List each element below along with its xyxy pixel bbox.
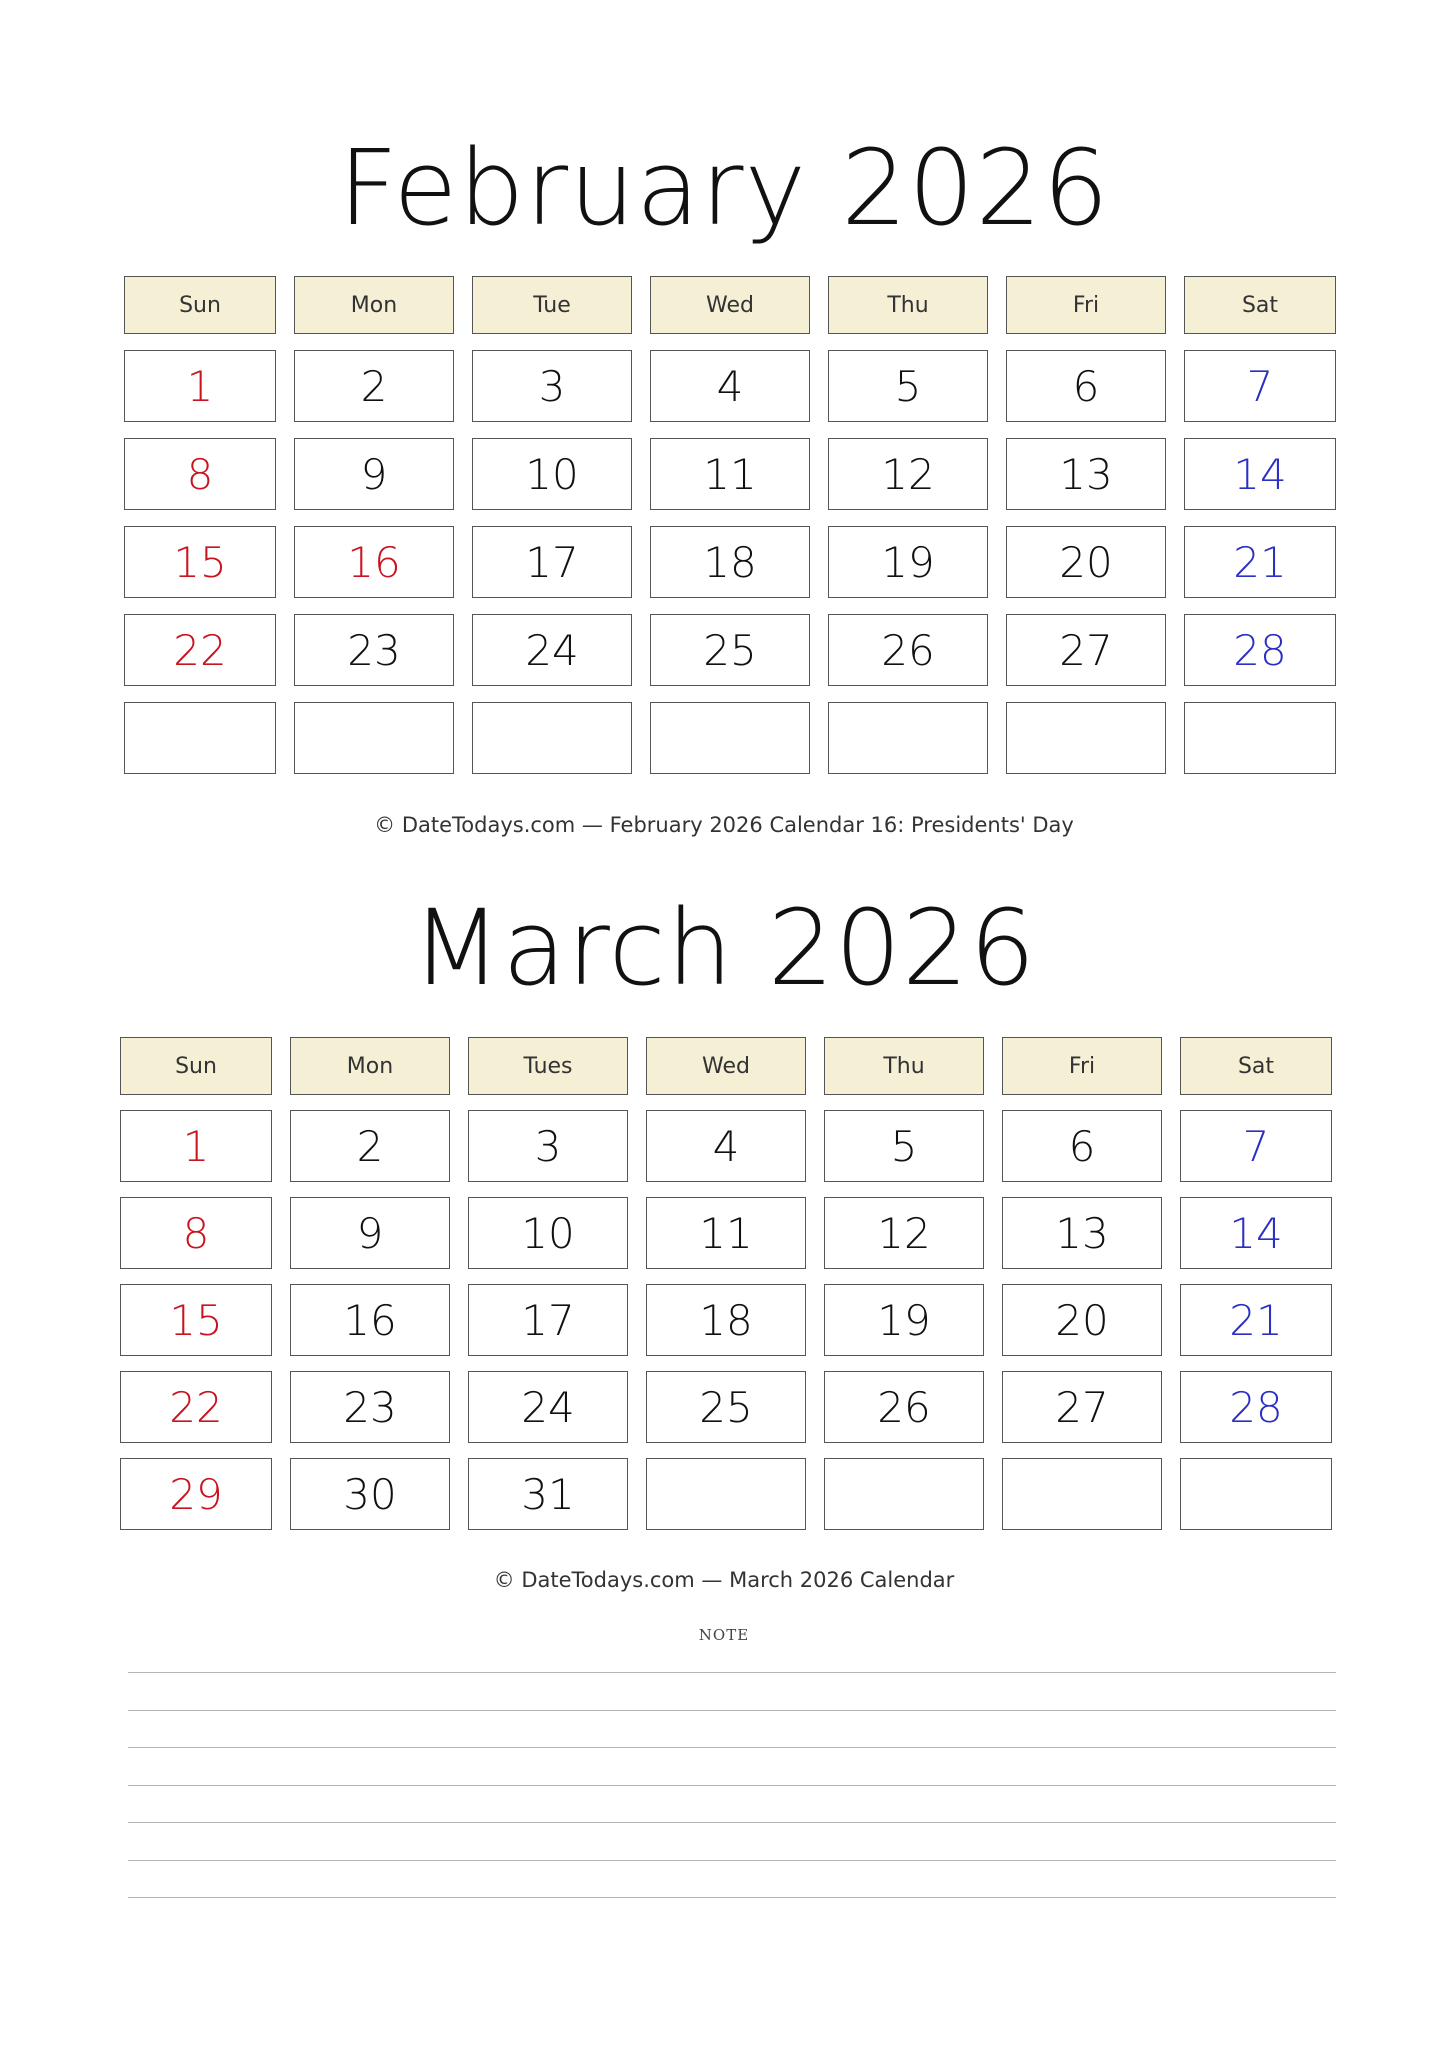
day-cell: 19 [828, 526, 988, 598]
day-cell: 7 [1184, 350, 1336, 422]
day-cell: 15 [120, 1284, 272, 1356]
day-cell: 30 [290, 1458, 450, 1530]
day-cell: 31 [468, 1458, 628, 1530]
day-cell: 28 [1184, 614, 1336, 686]
day-cell: 9 [290, 1197, 450, 1269]
empty-day-cell [472, 702, 632, 774]
empty-day-cell [824, 1458, 984, 1530]
empty-day-cell [646, 1458, 806, 1530]
day-cell: 21 [1180, 1284, 1332, 1356]
weekday-header-sun: Sun [120, 1037, 272, 1095]
day-cell: 28 [1180, 1371, 1332, 1443]
note-lines [128, 1672, 1336, 1935]
empty-day-cell [1002, 1458, 1162, 1530]
day-cell: 17 [468, 1284, 628, 1356]
calendar-footer: © DateTodays.com — February 2026 Calendar 16: Presidents' Day [374, 813, 1074, 837]
day-cell: 19 [824, 1284, 984, 1356]
day-cell: 23 [290, 1371, 450, 1443]
day-cell: 15 [124, 526, 276, 598]
day-cell: 21 [1184, 526, 1336, 598]
empty-day-cell [1006, 702, 1166, 774]
day-cell: 8 [120, 1197, 272, 1269]
day-cell: 13 [1006, 438, 1166, 510]
day-cell: 27 [1002, 1371, 1162, 1443]
day-cell: 26 [828, 614, 988, 686]
day-cell: 24 [472, 614, 632, 686]
month-title: February 2026 [338, 127, 1110, 249]
day-cell: 20 [1002, 1284, 1162, 1356]
empty-day-cell [124, 702, 276, 774]
day-cell: 11 [646, 1197, 806, 1269]
weekday-header-wed: Wed [650, 276, 810, 334]
note-line [128, 1672, 1336, 1673]
day-cell: 25 [650, 614, 810, 686]
day-cell: 22 [120, 1371, 272, 1443]
day-cell: 16 [290, 1284, 450, 1356]
day-cell: 11 [650, 438, 810, 510]
note-line [128, 1747, 1336, 1748]
weekday-header-fri: Fri [1006, 276, 1166, 334]
day-cell: 3 [468, 1110, 628, 1182]
holiday-day-cell: 16 [294, 526, 454, 598]
note-line [128, 1785, 1336, 1786]
weekday-header-mon: Mon [290, 1037, 450, 1095]
weekday-header-wed: Wed [646, 1037, 806, 1095]
march-grid [120, 1037, 1332, 1530]
weekday-header-sat: Sat [1180, 1037, 1332, 1095]
day-cell: 17 [472, 526, 632, 598]
day-cell: 26 [824, 1371, 984, 1443]
day-cell: 22 [124, 614, 276, 686]
month-title: March 2026 [411, 887, 1037, 1009]
empty-day-cell [828, 702, 988, 774]
day-cell: 20 [1006, 526, 1166, 598]
note-line [128, 1897, 1336, 1898]
day-cell: 13 [1002, 1197, 1162, 1269]
weekday-header-sat: Sat [1184, 276, 1336, 334]
day-cell: 4 [650, 350, 810, 422]
empty-day-cell [294, 702, 454, 774]
day-cell: 8 [124, 438, 276, 510]
day-cell: 18 [646, 1284, 806, 1356]
day-cell: 12 [828, 438, 988, 510]
weekday-header-tue: Tues [468, 1037, 628, 1095]
day-cell: 5 [824, 1110, 984, 1182]
day-cell: 1 [124, 350, 276, 422]
day-cell: 23 [294, 614, 454, 686]
day-cell: 12 [824, 1197, 984, 1269]
day-cell: 27 [1006, 614, 1166, 686]
empty-day-cell [1180, 1458, 1332, 1530]
day-cell: 10 [468, 1197, 628, 1269]
day-cell: 18 [650, 526, 810, 598]
empty-day-cell [650, 702, 810, 774]
note-line [128, 1860, 1336, 1861]
day-cell: 7 [1180, 1110, 1332, 1182]
day-cell: 3 [472, 350, 632, 422]
weekday-header-mon: Mon [294, 276, 454, 334]
weekday-header-sun: Sun [124, 276, 276, 334]
calendar-footer: © DateTodays.com — March 2026 Calendar [493, 1568, 955, 1592]
day-cell: 1 [120, 1110, 272, 1182]
day-cell: 10 [472, 438, 632, 510]
day-cell: 9 [294, 438, 454, 510]
day-cell: 4 [646, 1110, 806, 1182]
day-cell: 14 [1180, 1197, 1332, 1269]
weekday-header-tue: Tue [472, 276, 632, 334]
day-cell: 25 [646, 1371, 806, 1443]
note-label: NOTE [698, 1626, 750, 1644]
day-cell: 2 [294, 350, 454, 422]
day-cell: 5 [828, 350, 988, 422]
empty-day-cell [1184, 702, 1336, 774]
note-line [128, 1710, 1336, 1711]
weekday-header-thu: Thu [828, 276, 988, 334]
day-cell: 14 [1184, 438, 1336, 510]
weekday-header-thu: Thu [824, 1037, 984, 1095]
day-cell: 29 [120, 1458, 272, 1530]
day-cell: 24 [468, 1371, 628, 1443]
february-grid [124, 276, 1336, 774]
note-line [128, 1822, 1336, 1823]
day-cell: 6 [1002, 1110, 1162, 1182]
weekday-header-fri: Fri [1002, 1037, 1162, 1095]
day-cell: 6 [1006, 350, 1166, 422]
day-cell: 2 [290, 1110, 450, 1182]
